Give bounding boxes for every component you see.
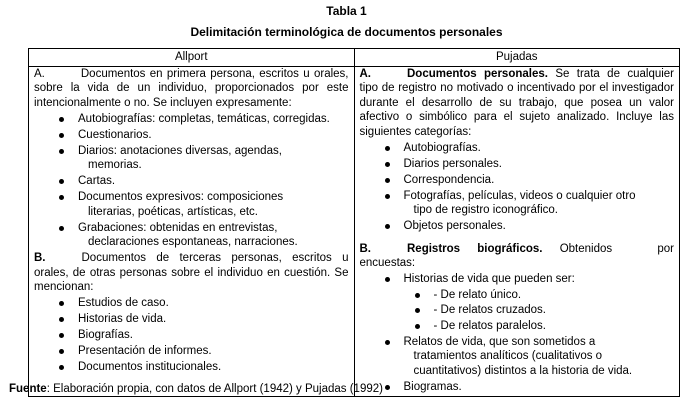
list-item	[384, 272, 675, 333]
pujadas-b-heading: Registros biográficos.	[407, 242, 543, 255]
list-item-text: Documentos expresivos: composiciones	[78, 191, 284, 203]
list-item-text: Fotografías, películas, videos o cualquier otro	[403, 189, 636, 202]
pujadas-b-list	[360, 272, 675, 394]
allport-cell	[29, 66, 355, 396]
list-item-text: Historias de vida.	[78, 313, 167, 325]
list-item-text: Historias de vida que pueden ser:	[403, 273, 575, 285]
list-item	[58, 221, 349, 250]
table-body-row	[29, 66, 680, 396]
list-item-text: Grabaciones: obtenidas en entrevistas,	[78, 221, 278, 234]
list-item-text: Autobiografías.	[403, 141, 481, 154]
list-item-text: Documentos institucionales.	[78, 361, 222, 373]
source-text: : Elaboración propia, con datos de Allport (1942) y Pujadas (1992)	[46, 383, 383, 395]
list-item	[58, 112, 349, 127]
list-item	[384, 380, 675, 395]
list-item-text: Cartas.	[78, 175, 116, 187]
list-item	[58, 174, 349, 189]
list-item	[384, 219, 675, 234]
pujadas-a-text: Se trata de cualquier tipo de registro no motivado o incentivado por el investigador durante el desarrollo de su trabajo, que posea un valor afectivo o simbólico para el sujeto analizado. Incluye las siguientes categorías:	[359, 67, 675, 138]
pujadas-a-letter: A.	[359, 67, 371, 80]
allport-b-list	[34, 296, 349, 375]
list-item-text: Cuestionarios.	[78, 128, 152, 141]
pujadas-cell	[354, 66, 680, 396]
list-item	[58, 312, 349, 327]
list-item-continuation: tipo de registro iconográfico.	[413, 204, 558, 216]
header-pujadas: Pujadas	[354, 49, 680, 67]
allport-section-a	[34, 67, 349, 111]
list-item	[58, 360, 349, 375]
source-label: Fuente	[9, 383, 47, 395]
table-title: Delimitación terminológica de documentos personales	[190, 25, 503, 39]
list-item	[384, 335, 675, 379]
list-item	[384, 157, 675, 172]
terminology-table	[28, 48, 680, 397]
list-item	[384, 173, 675, 188]
list-item	[58, 128, 349, 143]
life-history-sublist	[404, 288, 675, 334]
sublist-item: - De relato único.	[414, 288, 675, 303]
allport-a-letter: A.	[34, 67, 45, 80]
allport-section-b	[34, 251, 349, 295]
list-item-text: Relatos de vida, que son sometidos a	[403, 335, 596, 348]
list-item-continuation: cuantitativos) distintos a la historia de vida.	[413, 364, 633, 377]
list-item	[384, 141, 675, 156]
table-header-row	[29, 49, 680, 67]
list-item	[58, 190, 349, 219]
list-item-text: Estudios de caso.	[78, 297, 169, 309]
list-item-text: Biografías.	[78, 329, 133, 341]
list-item-text: Biogramas.	[403, 380, 462, 393]
sublist-item: - De relatos cruzados.	[414, 303, 675, 318]
pujadas-section-b	[360, 242, 675, 271]
list-item-text: Correspondencia.	[403, 173, 495, 186]
source-note	[9, 382, 383, 397]
pujadas-a-list	[360, 141, 675, 234]
list-item-continuation: declaraciones espontaneas, narraciones.	[88, 236, 298, 248]
list-item-continuation: memorias.	[88, 159, 142, 171]
allport-b-letter: B.	[34, 252, 46, 264]
list-item-text: Presentación de informes.	[78, 345, 212, 357]
pujadas-section-a	[360, 67, 675, 140]
pujadas-a-heading: Documentos personales.	[407, 67, 548, 80]
pujadas-b-letter: B.	[359, 242, 371, 255]
sublist-item: - De relatos paralelos.	[414, 319, 675, 334]
list-item-continuation: tratamientos analíticos (cualitativos o	[413, 350, 603, 362]
allport-b-text: Documentos de terceras personas, escritos u orales, de otras personas sobre el individuo en cuestión. Se mencionan:	[34, 252, 349, 293]
table-number: Tabla 1	[326, 4, 367, 18]
list-item	[58, 344, 349, 359]
list-item-text: Autobiografías: completas, temáticas, corregidas.	[78, 112, 330, 125]
list-item	[58, 328, 349, 343]
list-item-text: Diarios: anotaciones diversas, agendas,	[78, 144, 282, 157]
pujadas-b-text: Obtenidos por encuestas:	[359, 242, 675, 269]
list-item-text: Objetos personales.	[403, 220, 506, 232]
header-allport: Allport	[29, 49, 355, 67]
list-item	[58, 144, 349, 173]
list-item-continuation: literarias, poéticas, artísticas, etc.	[88, 205, 259, 218]
list-item	[384, 189, 675, 218]
list-item	[58, 296, 349, 311]
allport-a-list	[34, 112, 349, 250]
list-item-text: Diarios personales.	[403, 157, 502, 170]
allport-a-text: Documentos en primera persona, escritos u orales, sobre la vida de un individuo, proporcionados por este intencionalmente o no. Se incluyen expresamente:	[34, 67, 349, 109]
